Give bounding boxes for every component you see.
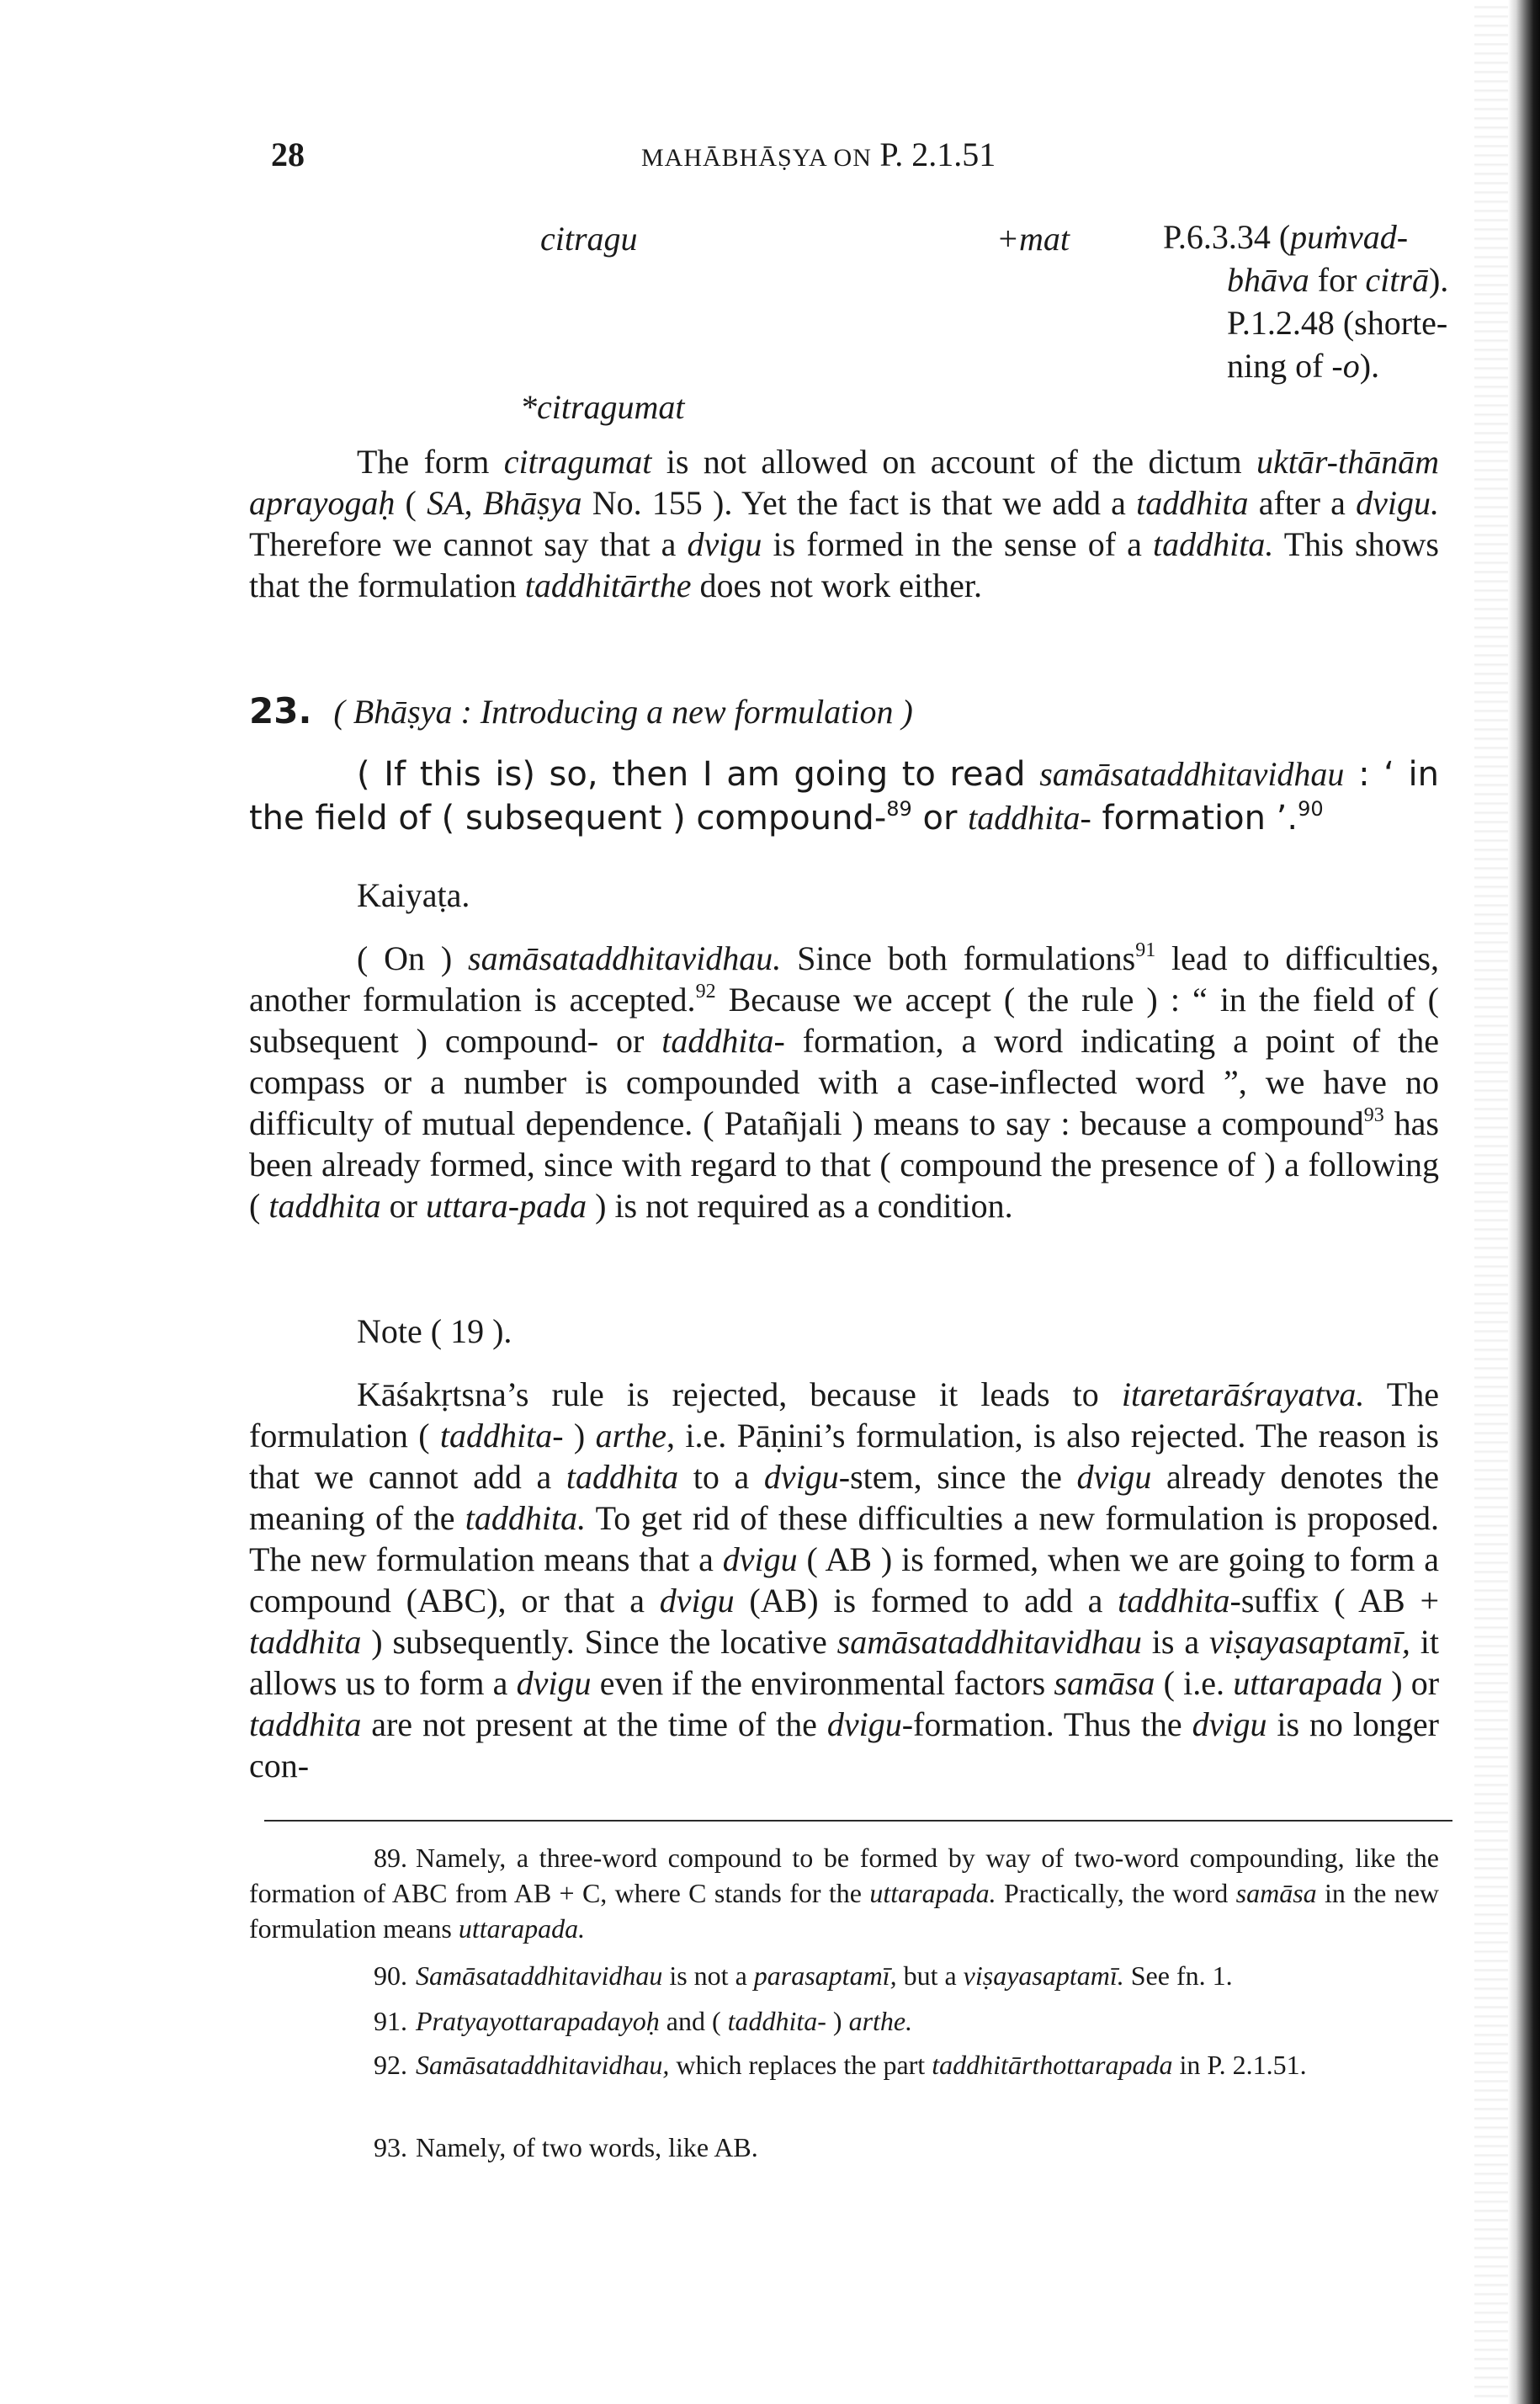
kaiyata-label: Kaiyaṭa. xyxy=(357,876,470,914)
footnote-ref-92: 92 xyxy=(695,981,716,1003)
page-edge-shadow xyxy=(1508,0,1540,2404)
derivation-stem: citragu xyxy=(540,220,638,258)
footnote-ref-91: 91 xyxy=(1135,939,1156,961)
section-heading xyxy=(249,690,913,731)
page-header xyxy=(249,135,1439,185)
section-title: ( Bhāṣya : Introducing a new formulation ) xyxy=(333,693,913,731)
footnote-90: 90. Samāsataddhitavidhau is not a parasaptamī, but a viṣayasaptamī. See fn. 1. xyxy=(374,1960,1233,1991)
footnote-89: 89. Namely, a three-word compound to be formed by way of two-word compounding, like the formation of ABC from AB + C, where C stands for the uttarapada. Practically, the word samāsa in the new formulation means uttarapada. xyxy=(249,1843,1440,1944)
footnote-ref-89: 89 xyxy=(886,797,912,821)
footnote-divider xyxy=(264,1820,1452,1822)
running-head xyxy=(641,135,996,174)
derivation-suffix: +mat xyxy=(996,220,1070,258)
note-label: Note ( 19 ). xyxy=(357,1312,512,1350)
footnote-92: 92. Samāsataddhitavidhau, which replaces the part taddhitārthottarapada in P. 2.1.51. xyxy=(374,2050,1307,2080)
derivation-block xyxy=(249,215,1449,426)
section-number: 23. xyxy=(249,690,312,731)
derivation-result: *citragumat xyxy=(520,388,685,426)
footnote-93: 93. Namely, of two words, like AB. xyxy=(374,2132,758,2162)
footnote-ref-93: 93 xyxy=(1363,1104,1384,1126)
note-paragraph: Kāśakṛtsna’s rule is rejected, because it leads to itaretarāśrayatva. The formulation ( taddhita- ) arthe, i.e. Pāṇini’s formulation, is also rejected. The reason is that we cannot add a taddhita to a dvigu-stem, since the dvigu already denotes the meaning of the taddhita. To get rid of these difficulties a new formulation is proposed. The new formulation means that a dvigu ( AB ) is formed, when we are going to form a compound (ABC), or that a dvigu (AB) is formed to add a taddhita-suffix ( AB + taddhita ) subsequently. Since the locative samāsataddhitavidhau is a viṣayasaptamī, it allows us to form a dvigu even if the environmental factors samāsa ( i.e. uttarapada ) or taddhita are not present at the time of the dvigu-formation. Thus the dvigu is no longer con- xyxy=(249,1375,1440,1784)
kaiyata-commentary: ( On ) samāsataddhitavidhau. Since both formulations$^{91}$ lead to difficulties, another formulation is accepted.$^{92}$ Because we accept ( the rule ) : “ in the field of ( subsequent ) compound- or taddhita- formation, a word indicating a point of the compass or a number is compounded with a case-inflected word ”, we have no difficulty of mutual dependence. ( Patañjali ) means to say : because a compound$^{93}$ has been already formed, since with regard to that ( compound the presence of ) a following ( taddhita or uttara-pada ) is not required as a condition. xyxy=(249,939,1440,1225)
derivation-rules: P.6.3.34 (puṁvad- bhāva for citrā). P.1.2.48 (shorte- ning of -o). xyxy=(1163,218,1449,385)
bhasya-translation: ( If this is) so, then I am going to read samāsataddhitavidhau : ‘ in the field of ( subsequent ) compound-$^{89}$ or taddhita- formation ’.$^{90}$ xyxy=(249,755,1439,838)
footnote-ref-90: 90 xyxy=(1298,797,1324,821)
paragraph-citragumat: The form citragumat is not allowed on account of the dictum uktār-thānām aprayogaḥ ( SA, Bhāṣya No. 155 ). Yet the fact is that we add a taddhita after a dvigu. Therefore we cannot say that a dvigu is formed in the sense of a taddhita. This shows that the formulation taddhitārthe does not work either. xyxy=(249,443,1440,604)
footnote-91: 91. Pratyayottarapadayoḥ and ( taddhita- ) arthe. xyxy=(374,2006,913,2036)
running-head-reference: P. 2.1.51 xyxy=(879,136,996,173)
running-head-title: MAHĀBHĀṢYA ON xyxy=(641,144,872,172)
page-number: 28 xyxy=(271,136,305,173)
